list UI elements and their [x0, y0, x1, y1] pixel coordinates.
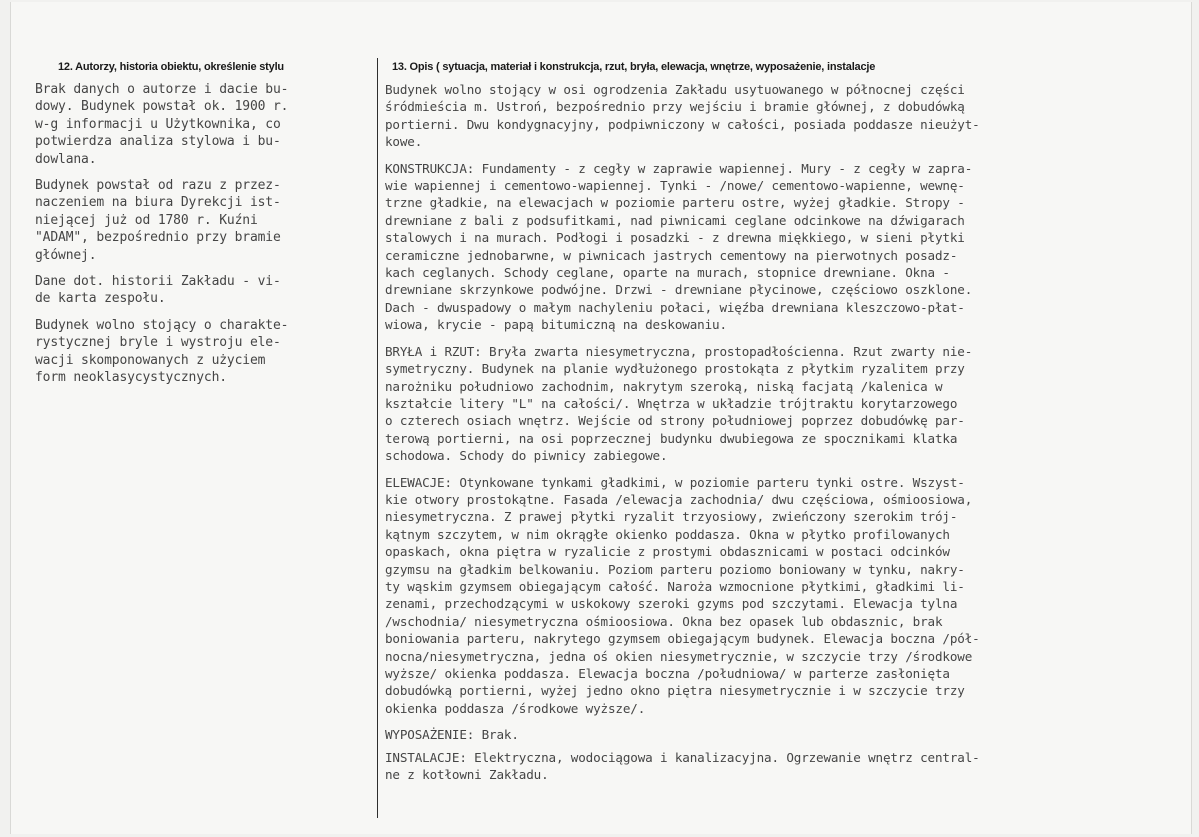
authors-paragraph: Brak danych o autorze i dacie bu- dowy. Budynek powstał ok. 1900 r. w-g informacji u Użytkownika, co potwierdza analiza stylowa i bu- dowlana. [35, 82, 289, 167]
elevations-paragraph: ELEWACJE: Otynkowane tynkami gładkimi, w poziomie parteru tynki ostre. Wszyst- kie otwory prostokątne. Fasada /elewacja zachodnia/ dwu częściowa, ośmioosiowa, niesymetryczna. Z prawej płytki ryzalit trzyosiowy, zwieńczony szerokim trój- kątnym szczytem, w nim okrągłe okienko poddasza. Okna w płytko profilowanych opaskach, okna piętra w ryzalicie z prostymi obdasznicami w postaci odcinków gzymsu na gładkim belkowaniu. Poziom parteru poziomo boniowany w tynku, nakry- ty wąskim gzymsem obiegającym całość. Naroża wzmocnione płytkimi, gładkimi li- zenami, przechodzącymi w uskokowy szeroki gzyms pod szczytami. Elewacja tylna /wschodnia/ niesymetryczna ośmioosiowa. Okna bez opasek lub obdasznic, brak boniowania parteru, nakrytego gzymsem obiegającym budynek. Elewacja boczna /pół- nocna/niesymetryczna, jedna oś okien niesymetrycznie, w szczycie trzy /środkowe wyższe/ okienka poddasza. Elewacja boczna /południowa/ w parterze zasłonięta dobudówką portierni, wyżej jedno okno piętra niesymetrycznie i w szczycie trzy okienka poddasza /środkowe wyższe/. [385, 474, 980, 716]
section-13-header: 13. Opis ( sytuacja, materiał i konstrukcja, rzut, bryła, elewacja, wnętrze, wyposażenie, instalacje [392, 61, 876, 73]
history-reference-paragraph: Dane dot. historii Zakładu - vi- de karta zespołu. [35, 274, 281, 307]
description-column [385, 81, 1185, 792]
purpose-paragraph: Budynek powstał od razu z przez- naczeniem na biura Dyrekcji ist- niejącej już od 1780 r. Kuźni "ADAM", bezpośrednio przy bramie głównej. [35, 178, 281, 263]
situation-paragraph: Budynek wolno stojący w osi ogrodzenia Zakładu usytuowanego w północnej części śródmieścia m. Ustroń, bezpośrednio przy wejściu i bramie głównej, z dobudówką portierni. Dwu kondygnacyjny, podpiwniczony w całości, posiada poddasze nieużyt- kowe. [385, 82, 980, 150]
equipment-paragraph: WYPOSAŻENIE: Brak. [385, 727, 519, 743]
installations-paragraph: INSTALACJE: Elektryczna, wodociągowa i kanalizacyjna. Ogrzewanie wnętrz central- ne z kotłowni Zakładu. [385, 749, 980, 783]
construction-paragraph: KONSTRUKCJA: Fundamenty - z cegły w zaprawie wapiennej. Mury - z cegły w zapra- wie wapiennej i cementowo-wapiennej. Tynki - /nowe/ cementowo-wapienne, wewnę- trzne gładkie, na elewacjach w poziomie parteru ostre, wyżej gładkie. Stropy - drewniane z bali z podsufitkami, nad piwnicami ceglane odcinkowe na dźwigarach stalowych i na murach. Podłogi i posadzki - z drewna miękkiego, w sieni płytki ceramiczne jednobarwne, w piwnicach jastrych cementowy na pierwotnych posadz- kach ceglanych. Schody ceglane, oparte na murach, stopnice drewniane. Okna - drewniane skrzynkowe podwójne. Drzwi - drewniane płycinowe, częściowo oszklone. Dach - dwuspadowy o małym nachyleniu połaci, więźba drewniana kleszczowo-płat- wiowa, krycie - papą bitumiczną na deskowaniu. [385, 160, 973, 333]
column-divider [377, 58, 378, 818]
massing-plan-paragraph: BRYŁA i RZUT: Bryła zwarta niesymetryczna, prostopadłościenna. Rzut zwarty nie- symetryczny. Budynek na planie wydłużonego prostokąta z płytkim ryzalitem przy narożniku południowo zachodnim, nakrytym szeroką, niską facjatą /kalenica w kształcie litery "L" na całości/. Wnętrza w układzie trójtraktu korytarzowego o czterech osiach wnętrz. Wejście od strony południowej poprzez dobudówkę par- terową portierni, na osi poprzecznej budynku dwubiegowa ze spocznikami klatka schodowa. Schody do piwnicy zabiegowe. [385, 343, 973, 464]
section-12-header: 12. Autorzy, historia obiektu, określenie stylu [58, 61, 284, 73]
style-paragraph: Budynek wolno stojący o charakte- rystycznej bryle i wystroju ele- wacji skomponowanych z użyciem form neoklasycystycznych. [35, 317, 289, 386]
authors-history-column [35, 81, 370, 396]
